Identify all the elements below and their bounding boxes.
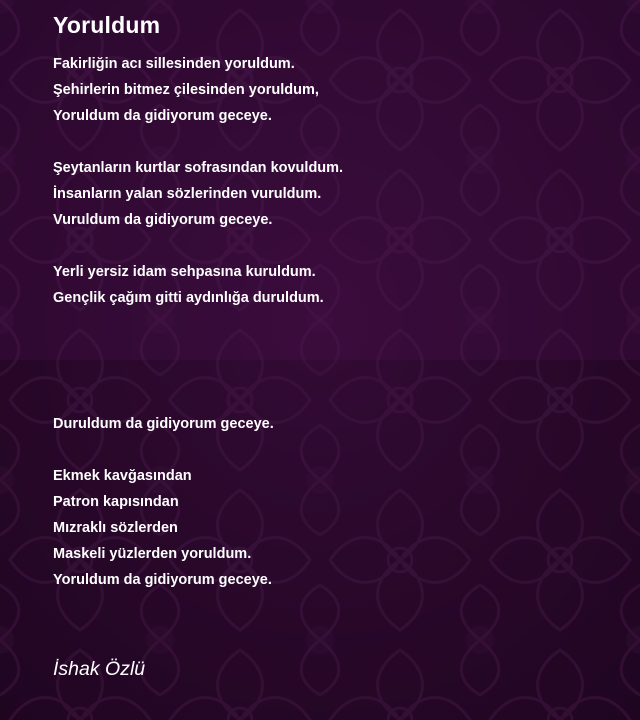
poem-line: Yerli yersiz idam sehpasına kuruldum. bbox=[53, 264, 316, 280]
stanza-1 bbox=[53, 51, 319, 129]
poem-line: Fakirliğin acı sillesinden yoruldum. bbox=[53, 56, 295, 72]
stanza-5 bbox=[53, 463, 272, 593]
poem-line: Mızraklı sözlerden bbox=[53, 520, 178, 536]
poem-line: Şeytanların kurtlar sofrasından kovuldum. bbox=[53, 160, 344, 176]
poem-line: Yoruldum da gidiyorum geceye. bbox=[53, 572, 272, 588]
poem-line: Duruldum da gidiyorum geceye. bbox=[53, 416, 274, 432]
poem-line: Gençlik çağım gitti aydınlığa duruldum. bbox=[53, 290, 324, 306]
poem-line: Yoruldum da gidiyorum geceye. bbox=[53, 108, 272, 124]
poem-line: Şehirlerin bitmez çilesinden yoruldum, bbox=[53, 82, 319, 98]
poem-line: Maskeli yüzlerden yoruldum. bbox=[53, 546, 252, 562]
poem-card bbox=[53, 0, 623, 720]
poem-line: İnsanların yalan sözlerinden vuruldum. bbox=[53, 186, 322, 202]
stanza-4 bbox=[53, 411, 274, 437]
stanza-2 bbox=[53, 155, 343, 233]
poem-line: Vuruldum da gidiyorum geceye. bbox=[53, 212, 273, 228]
poem-line: Ekmek kavğasından bbox=[53, 468, 192, 484]
poem-author: İshak Özlü bbox=[53, 658, 146, 680]
stanza-3 bbox=[53, 259, 324, 311]
poem-title: Yoruldum bbox=[53, 12, 161, 38]
poem-line: Patron kapısından bbox=[53, 494, 179, 510]
